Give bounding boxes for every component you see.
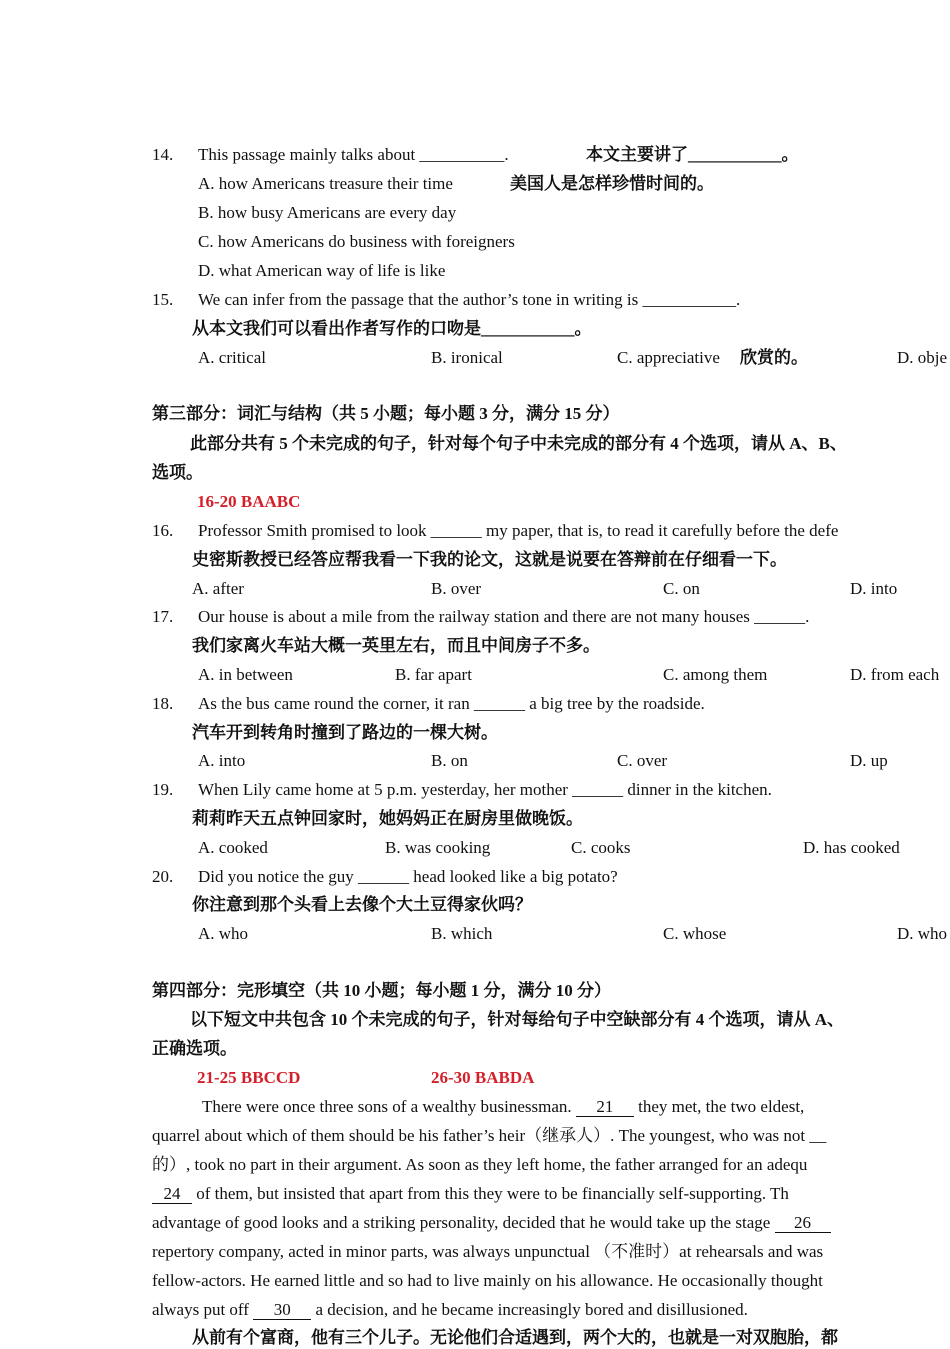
q20-chinese: 你注意到那个头看上去像个大土豆得家伙吗？: [192, 895, 532, 914]
passage-line-1: [202, 1096, 804, 1118]
q15-option-c-chinese: 欣赏的。: [740, 348, 808, 367]
passage-chinese-line: 从前有个富商，他有三个儿子。无论他们合适遇到，两个大的，也就是一对双胞胎，都: [192, 1328, 838, 1347]
q19-option-b: B. was cooking: [385, 838, 491, 857]
q14-option-a: A. how Americans treasure their time: [198, 174, 453, 193]
q20-number: 20.: [152, 867, 174, 886]
passage-line-3: 的）, took no part in their argument. As soon as they left home, the father arranged for an adequ: [152, 1155, 808, 1174]
q18-option-c: C. over: [617, 751, 668, 770]
q14-option-b: B. how busy Americans are every day: [198, 203, 457, 222]
q15-option-a: A. critical: [198, 348, 266, 367]
q20-option-b: B. which: [431, 924, 493, 943]
blank-24: 24: [152, 1185, 192, 1204]
q18-chinese: 汽车开到转角时撞到了路边的一棵大树。: [192, 723, 498, 742]
part4-intro-line2: 正确选项。: [152, 1039, 237, 1058]
q19-text: When Lily came home at 5 p.m. yesterday, her mother ______ dinner in the kitchen.: [198, 780, 772, 799]
passage-line-6: repertory company, acted in minor parts, was always unpunctual （不准时）at rehearsals and was: [152, 1242, 824, 1261]
q17-text: Our house is about a mile from the railway station and there are not many houses ______.: [198, 607, 810, 626]
q19-option-a: A. cooked: [198, 838, 268, 857]
q15-chinese: 从本文我们可以看出作者写作的口吻是___________。: [192, 319, 592, 338]
blank-21: 21: [576, 1098, 634, 1117]
blank-26: 26: [775, 1214, 831, 1233]
q16-option-a: A. after: [192, 579, 244, 598]
q16-option-b: B. over: [431, 579, 482, 598]
q16-text: Professor Smith promised to look ______ my paper, that is, to read it carefully before the defe: [198, 521, 839, 540]
q17-option-d: D. from each: [850, 665, 940, 684]
q14-option-c: C. how Americans do business with foreigners: [198, 232, 515, 251]
part3-answers: 16-20 BAABC: [197, 492, 301, 511]
q20-option-d: D. who: [897, 924, 948, 943]
q16-number: 16.: [152, 521, 174, 540]
q18-option-d: D. up: [850, 751, 888, 770]
q14-chinese: 本文主要讲了___________。: [586, 145, 799, 164]
q18-number: 18.: [152, 694, 174, 713]
q20-option-a: A. who: [198, 924, 249, 943]
q20-option-c: C. whose: [663, 924, 727, 943]
part3-intro-line1: 此部分共有 5 个未完成的句子，针对每个句子中未完成的部分有 4 个选项，请从 A、B、: [190, 434, 847, 453]
passage-line-8-start: always put off: [152, 1300, 249, 1319]
part3-heading: 第三部分：词汇与结构（共 5 小题；每小题 3 分，满分 15 分）: [152, 404, 620, 423]
q17-option-a: A. in between: [198, 665, 293, 684]
part4-answers-21-25: 21-25 BBCCD: [197, 1068, 301, 1087]
passage-line-1-start: There were once three sons of a wealthy businessman.: [202, 1097, 572, 1116]
q19-option-c: C. cooks: [571, 838, 631, 857]
q15-option-b: B. ironical: [431, 348, 503, 367]
q16-option-d: D. into: [850, 579, 898, 598]
part4-answers-26-30: 26-30 BABDA: [431, 1068, 535, 1087]
passage-line-5-text: advantage of good looks and a striking personality, decided that he would take up the stage: [152, 1213, 771, 1232]
passage-line-7: fellow-actors. He earned little and so had to live mainly on his allowance. He occasionally thought: [152, 1271, 823, 1290]
q15-option-d: D. obje: [897, 348, 948, 367]
q14-number: 14.: [152, 145, 174, 164]
q19-chinese: 莉莉昨天五点钟回家时，她妈妈正在厨房里做晚饭。: [192, 809, 583, 828]
q17-number: 17.: [152, 607, 174, 626]
q17-chinese: 我们家离火车站大概一英里左右，而且中间房子不多。: [192, 636, 600, 655]
q16-option-c: C. on: [663, 579, 700, 598]
passage-line-2: quarrel about which of them should be his father’s heir（继承人）. The youngest, who was not __: [152, 1126, 827, 1145]
q18-option-b: B. on: [431, 751, 468, 770]
passage-line-1-end: they met, the two eldest,: [638, 1097, 805, 1116]
blank-30: 30: [253, 1301, 311, 1320]
q16-chinese: 史密斯教授已经答应帮我看一下我的论文，这就是说要在答辩前在仔细看一下。: [192, 550, 787, 569]
q17-option-c: C. among them: [663, 665, 768, 684]
q18-text: As the bus came round the corner, it ran ______ a big tree by the roadside.: [198, 694, 705, 713]
passage-line-4: [152, 1183, 789, 1205]
passage-line-5: [152, 1212, 831, 1234]
passage-line-8: [152, 1299, 748, 1321]
part4-intro-line1: 以下短文中共包含 10 个未完成的句子，针对每给句子中空缺部分有 4 个选项，请从 A、: [190, 1010, 845, 1029]
q17-option-b: B. far apart: [395, 665, 472, 684]
q14-option-d: D. what American way of life is like: [198, 261, 446, 280]
q19-option-d: D. has cooked: [803, 838, 900, 857]
part4-heading: 第四部分：完形填空（共 10 小题；每小题 1 分，满分 10 分）: [152, 981, 611, 1000]
q14-text: This passage mainly talks about __________.: [198, 145, 509, 164]
part3-intro-line2: 选项。: [152, 463, 203, 482]
q19-number: 19.: [152, 780, 174, 799]
q18-option-a: A. into: [198, 751, 246, 770]
passage-line-4-text: of them, but insisted that apart from this they were to be financially self-supporting. Th: [196, 1184, 789, 1203]
q15-text: We can infer from the passage that the author’s tone in writing is ___________.: [198, 290, 741, 309]
q15-option-c: C. appreciative: [617, 348, 720, 367]
q20-text: Did you notice the guy ______ head looked like a big potato?: [198, 867, 618, 886]
q14-option-a-chinese: 美国人是怎样珍惜时间的。: [510, 174, 714, 193]
q15-number: 15.: [152, 290, 174, 309]
passage-line-8-end: a decision, and he became increasingly bored and disillusioned.: [315, 1300, 748, 1319]
